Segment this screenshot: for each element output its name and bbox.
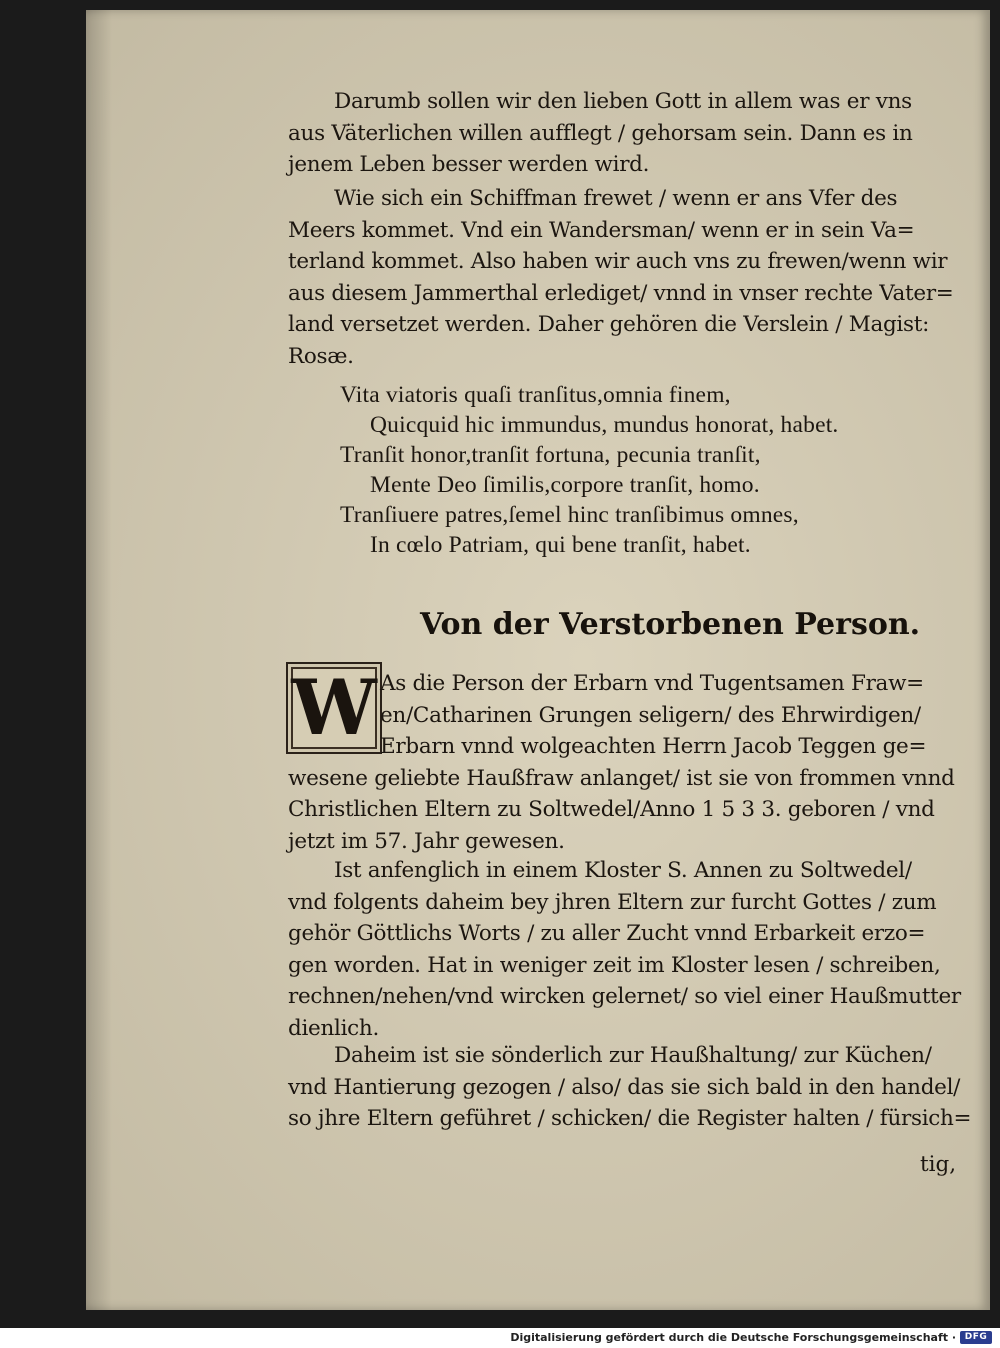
verse-line: Tranſit honor,tranſit fortuna, pecunia tranſit, <box>340 442 761 468</box>
text-line: Daheim ist sie sönderlich zur Haußhaltung/ zur Küchen/ <box>334 1043 932 1068</box>
paragraph-household <box>288 1040 978 1135</box>
text-line: rechnen/nehen/vnd wircken gelernet/ so viel einer Haußmutter <box>288 984 961 1009</box>
verse-line: Tranſiuere patres,ſemel hinc tranſibimus omnes, <box>340 502 799 528</box>
text-line: terland kommet. Also haben wir auch vns zu frewen/wenn wir <box>288 249 948 274</box>
text-line: Rosæ. <box>288 343 354 369</box>
text-line: jenem Leben besser werden wird. <box>288 152 650 177</box>
latin-verse <box>340 380 980 560</box>
section-heading: Von der Verstorbenen Person. <box>420 607 921 642</box>
verse-line: Vita viatoris quaſi tranſitus,omnia finem, <box>340 382 731 408</box>
paragraph-person <box>288 663 978 857</box>
text-line: Ist anfenglich in einem Kloster S. Annen zu Soltwedel/ <box>334 858 912 883</box>
text-line: aus diesem Jammerthal erlediget/ vnnd in vnser rechte Vater= <box>288 280 954 306</box>
text-line: dienlich. <box>288 1015 379 1041</box>
verse-line: In cœlo Patriam, qui bene tranſit, habet. <box>370 532 751 558</box>
dfg-logo-icon: DFG <box>960 1331 992 1344</box>
text-line: Erbarn vnnd wolgeachten Herrn Jacob Teggen ge= <box>380 734 927 759</box>
text-line: gehör Göttlichs Worts / zu aller Zucht vnnd Erbarkeit erzo= <box>288 921 926 946</box>
initial-letter: W <box>291 663 377 752</box>
paragraph-education <box>288 855 978 1044</box>
verse-line: Quicquid hic immundus, mundus honorat, habet. <box>370 412 839 438</box>
verse-line: Mente Deo ſimilis,corpore tranſit, homo. <box>370 472 760 498</box>
text-line: wesene geliebte Haußfraw anlanget/ ist sie von frommen vnnd <box>288 765 955 791</box>
text-line: As die Person der Erbarn vnd Tugentsamen Fraw= <box>380 671 924 696</box>
paragraph-schiffman <box>288 183 978 372</box>
text-line: Christlichen Eltern zu Soltwedel/Anno 1 5 3 3. geboren / vnd <box>288 797 935 822</box>
paragraph-opening <box>288 86 978 181</box>
text-line: jetzt im 57. Jahr gewesen. <box>288 828 565 854</box>
text-line: en/Catharinen Grungen seligern/ des Ehrwirdigen/ <box>380 702 921 728</box>
text-line: Darumb sollen wir den lieben Gott in allem was er vns <box>334 89 912 114</box>
text-line: gen worden. Hat in weniger zeit im Kloster lesen / schreiben, <box>288 952 941 978</box>
text-line: Meers kommet. Vnd ein Wandersman/ wenn er in sein Va= <box>288 217 915 243</box>
text-line: land versetzet werden. Daher gehören die Verslein / Magist: <box>288 312 930 337</box>
text-line: aus Väterlichen willen aufflegt / gehorsam sein. Dann es in <box>288 120 913 146</box>
text-line: Wie sich ein Schiffman frewet / wenn er ans Vfer des <box>334 186 898 211</box>
catchword: tig, <box>920 1152 957 1177</box>
text-line: vnd folgents daheim bey jhren Eltern zur furcht Gottes / zum <box>288 889 937 915</box>
funding-credit: Digitalisierung gefördert durch die Deutsche Forschungsgemeinschaft · <box>510 1331 956 1344</box>
text-line: vnd Hantierung gezogen / also/ das sie sich bald in den handel/ <box>288 1074 961 1100</box>
text-line: so jhre Eltern geführet / schicken/ die Register halten / fürsich= <box>288 1106 972 1131</box>
